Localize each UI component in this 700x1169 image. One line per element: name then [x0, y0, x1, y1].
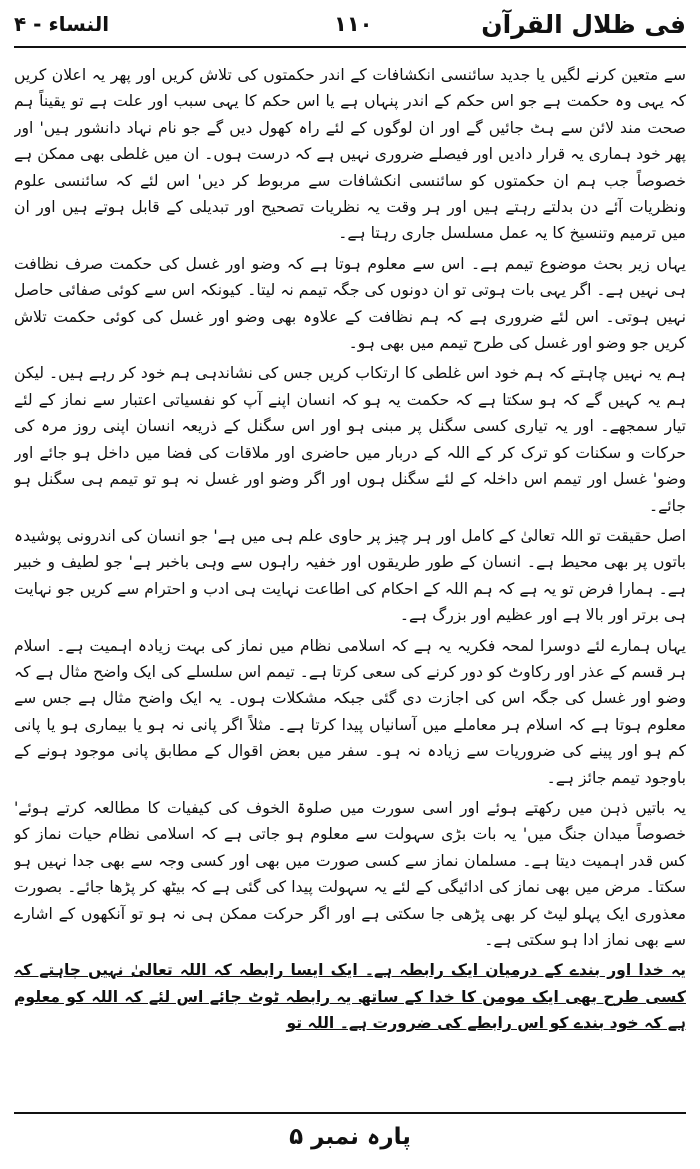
paragraph: ہم یہ نہیں چاہتے کہ ہم خود اس غلطی کا ارتکاب کریں جس کی نشاندہی ہم خود کر رہے ہیں۔ لیکن ہم یہ کہیں گے کہ ہو سکتا ہے کہ حکمت یہ ہو کہ انسان اپنے آپ کو نفسیاتی اعتبار سے نماز کے لئے تیار سمجھے۔ اور یہ تیاری کسی سگنل پر مبنی ہو اور اس سگنل کے ذریعہ انسان اپنی روز مرہ کی حرکات و سکنات کو ترک کر کے اللہ کے دربار میں حاضری اور ملاقات کی فضا میں داخل ہو جائے اور وضو' غسل اور تیمم اس داخلہ کے لئے سگنل ہوں اور اگر وضو اور غسل نہ ہو تو تیمم ہی سگنل ہو جائے۔ — [14, 364, 686, 515]
surah-label: النساء - ۴ — [14, 12, 110, 36]
paragraph: اصل حقیقت تو اللہ تعالیٰ کے کامل اور ہر چیز پر حاوی علم ہی میں ہے' جو انسان کی اندرونی پوشیدہ باتوں پر بھی محیط ہے۔ انسان کے طور طریقوں اور خفیہ راہوں سے وہی باخبر ہے' جو لطیف و خبیر ہے۔ ہمارا فرض تو یہ ہے کہ ہم اللہ کے احکام کی اطاعت نہایت ہی ادب و احترام سے کریں جو نہایت ہی برتر اور بالا ہے اور عظیم اور بزرگ ہے۔ — [14, 526, 686, 625]
header-divider — [14, 46, 686, 48]
page-body — [14, 62, 686, 1110]
paragraph: یہ باتیں ذہن میں رکھتے ہوئے اور اسی سورت میں صلوۃ الخوف کی کیفیات کا مطالعہ کرتے ہوئے' خصوصاً میدان جنگ میں' یہ بات بڑی سہولت سے معلوم ہو جاتی ہے کہ اسلامی نظام حیات نماز کو کس قدر اہمیت دیتا ہے۔ مسلمان نماز سے کسی صورت میں بھی اور کسی وجہ سے بھی جدا نہیں ہو سکتا۔ مرض میں بھی نماز کی ادائیگی کے لئے یہ سہولت پیدا کی گئی ہے کہ بیٹھ کر پڑھا جائے۔ بصورت معذوری ایک پہلو لیٹ کر بھی پڑھی جا سکتی ہے اور اگر حرکت ممکن ہی نہ ہو تو آنکھوں کے اشارے سے بھی نماز ادا ہو سکتی ہے۔ — [14, 798, 686, 949]
page-header — [14, 8, 686, 48]
para-number-footer: پارہ نمبر ۵ — [289, 1124, 411, 1150]
paragraph: یہاں زیر بحث موضوع تیمم ہے۔ اس سے معلوم ہوتا ہے کہ وضو اور غسل کی حکمت صرف نظافت ہی نہیں ہے۔ اگر یہی بات ہوتی تو ان دونوں کی جگہ تیمم نہ لیتا۔ کیونکہ اس سے کوئی صفائی حاصل نہیں ہوتی۔ اس لئے ضروری ہے کہ ہم نظافت کے علاوہ بھی وضو اور غسل کی کوئی حکمت تلاش کریں جو وضو اور غسل کی طرح تیمم میں بھی ہو۔ — [14, 254, 686, 353]
book-title: فی ظلال القرآن — [481, 10, 686, 39]
page-number: ۱۱۰ — [334, 12, 373, 36]
paragraph: یہاں ہمارے لئے دوسرا لمحہ فکریہ یہ ہے کہ اسلامی نظام میں نماز کی بہت زیادہ اہمیت ہے۔ اسلام ہر قسم کے عذر اور رکاوٹ کو دور کرنے کی سعی کرتا ہے۔ تیمم اس سلسلے کی ایک واضح مثال ہے کہ وضو اور غسل کی جگہ اس کی اجازت دی گئی جبکہ مشکلات ہوں۔ یہ ایک واضح مثال ہے جس سے معلوم ہوتا ہے کہ اسلام ہر معاملے میں آسانیاں پیدا کرتا ہے۔ مثلاً اگر پانی نہ ہو یا بیماری ہو یا پانی کم ہو اور پینے کی ضروریات سے زیادہ نہ ہو۔ سفر میں بعض اقوال کے مطابق پانی موجود ہونے کے باوجود تیمم جائز ہے۔ — [14, 636, 686, 787]
footer-divider — [14, 1112, 686, 1114]
paragraph: سے متعین کرنے لگیں یا جدید سائنسی انکشافات کے اندر حکمتوں کی تلاش کریں اور پھر یہ اعلان کریں کہ یہی وہ حکمت ہے جو اس حکم کے اندر پنہاں ہے یا اس حکم کا یہی سبب اور علت ہے تو یقیناً ہم صحت مند لائن سے ہٹ جائیں گے اور ان لوگوں کے لئے راہ کھول دیں گے جو نام نہاد دانشور ہیں' اور پھر خود ہماری یہ قرار دادیں اور فیصلے ضروری نہیں ہے کہ درست ہوں۔ ان میں غلطی بھی ممکن ہے خصوصاً جب ہم ان حکمتوں کو سائنسی انکشافات سے مربوط کر دیں' اس لئے کہ سائنسی علوم ونظریات آئے دن بدلتے رہتے ہیں اور ہر وقت یہ نظریات تصحیح اور تبدیلی کے قابل ہوتے ہیں اور ان میں ترمیم وتنسیخ کا یہ عمل مسلسل جاری رہتا ہے۔ — [14, 66, 686, 243]
closing-paragraph: یہ خدا اور بندے کے درمیان ایک رابطہ ہے۔ ایک ایسا رابطہ کہ اللہ تعالیٰ نہیں چاہتے کہ کسی طرح بھی ایک مومن کا خدا کے ساتھ یہ رابطہ ٹوٹ جائے اس لئے کہ اللہ کو معلوم ہے کہ خود بندے کو اس رابطے کی ضرورت ہے۔ اللہ تو — [14, 961, 686, 1033]
